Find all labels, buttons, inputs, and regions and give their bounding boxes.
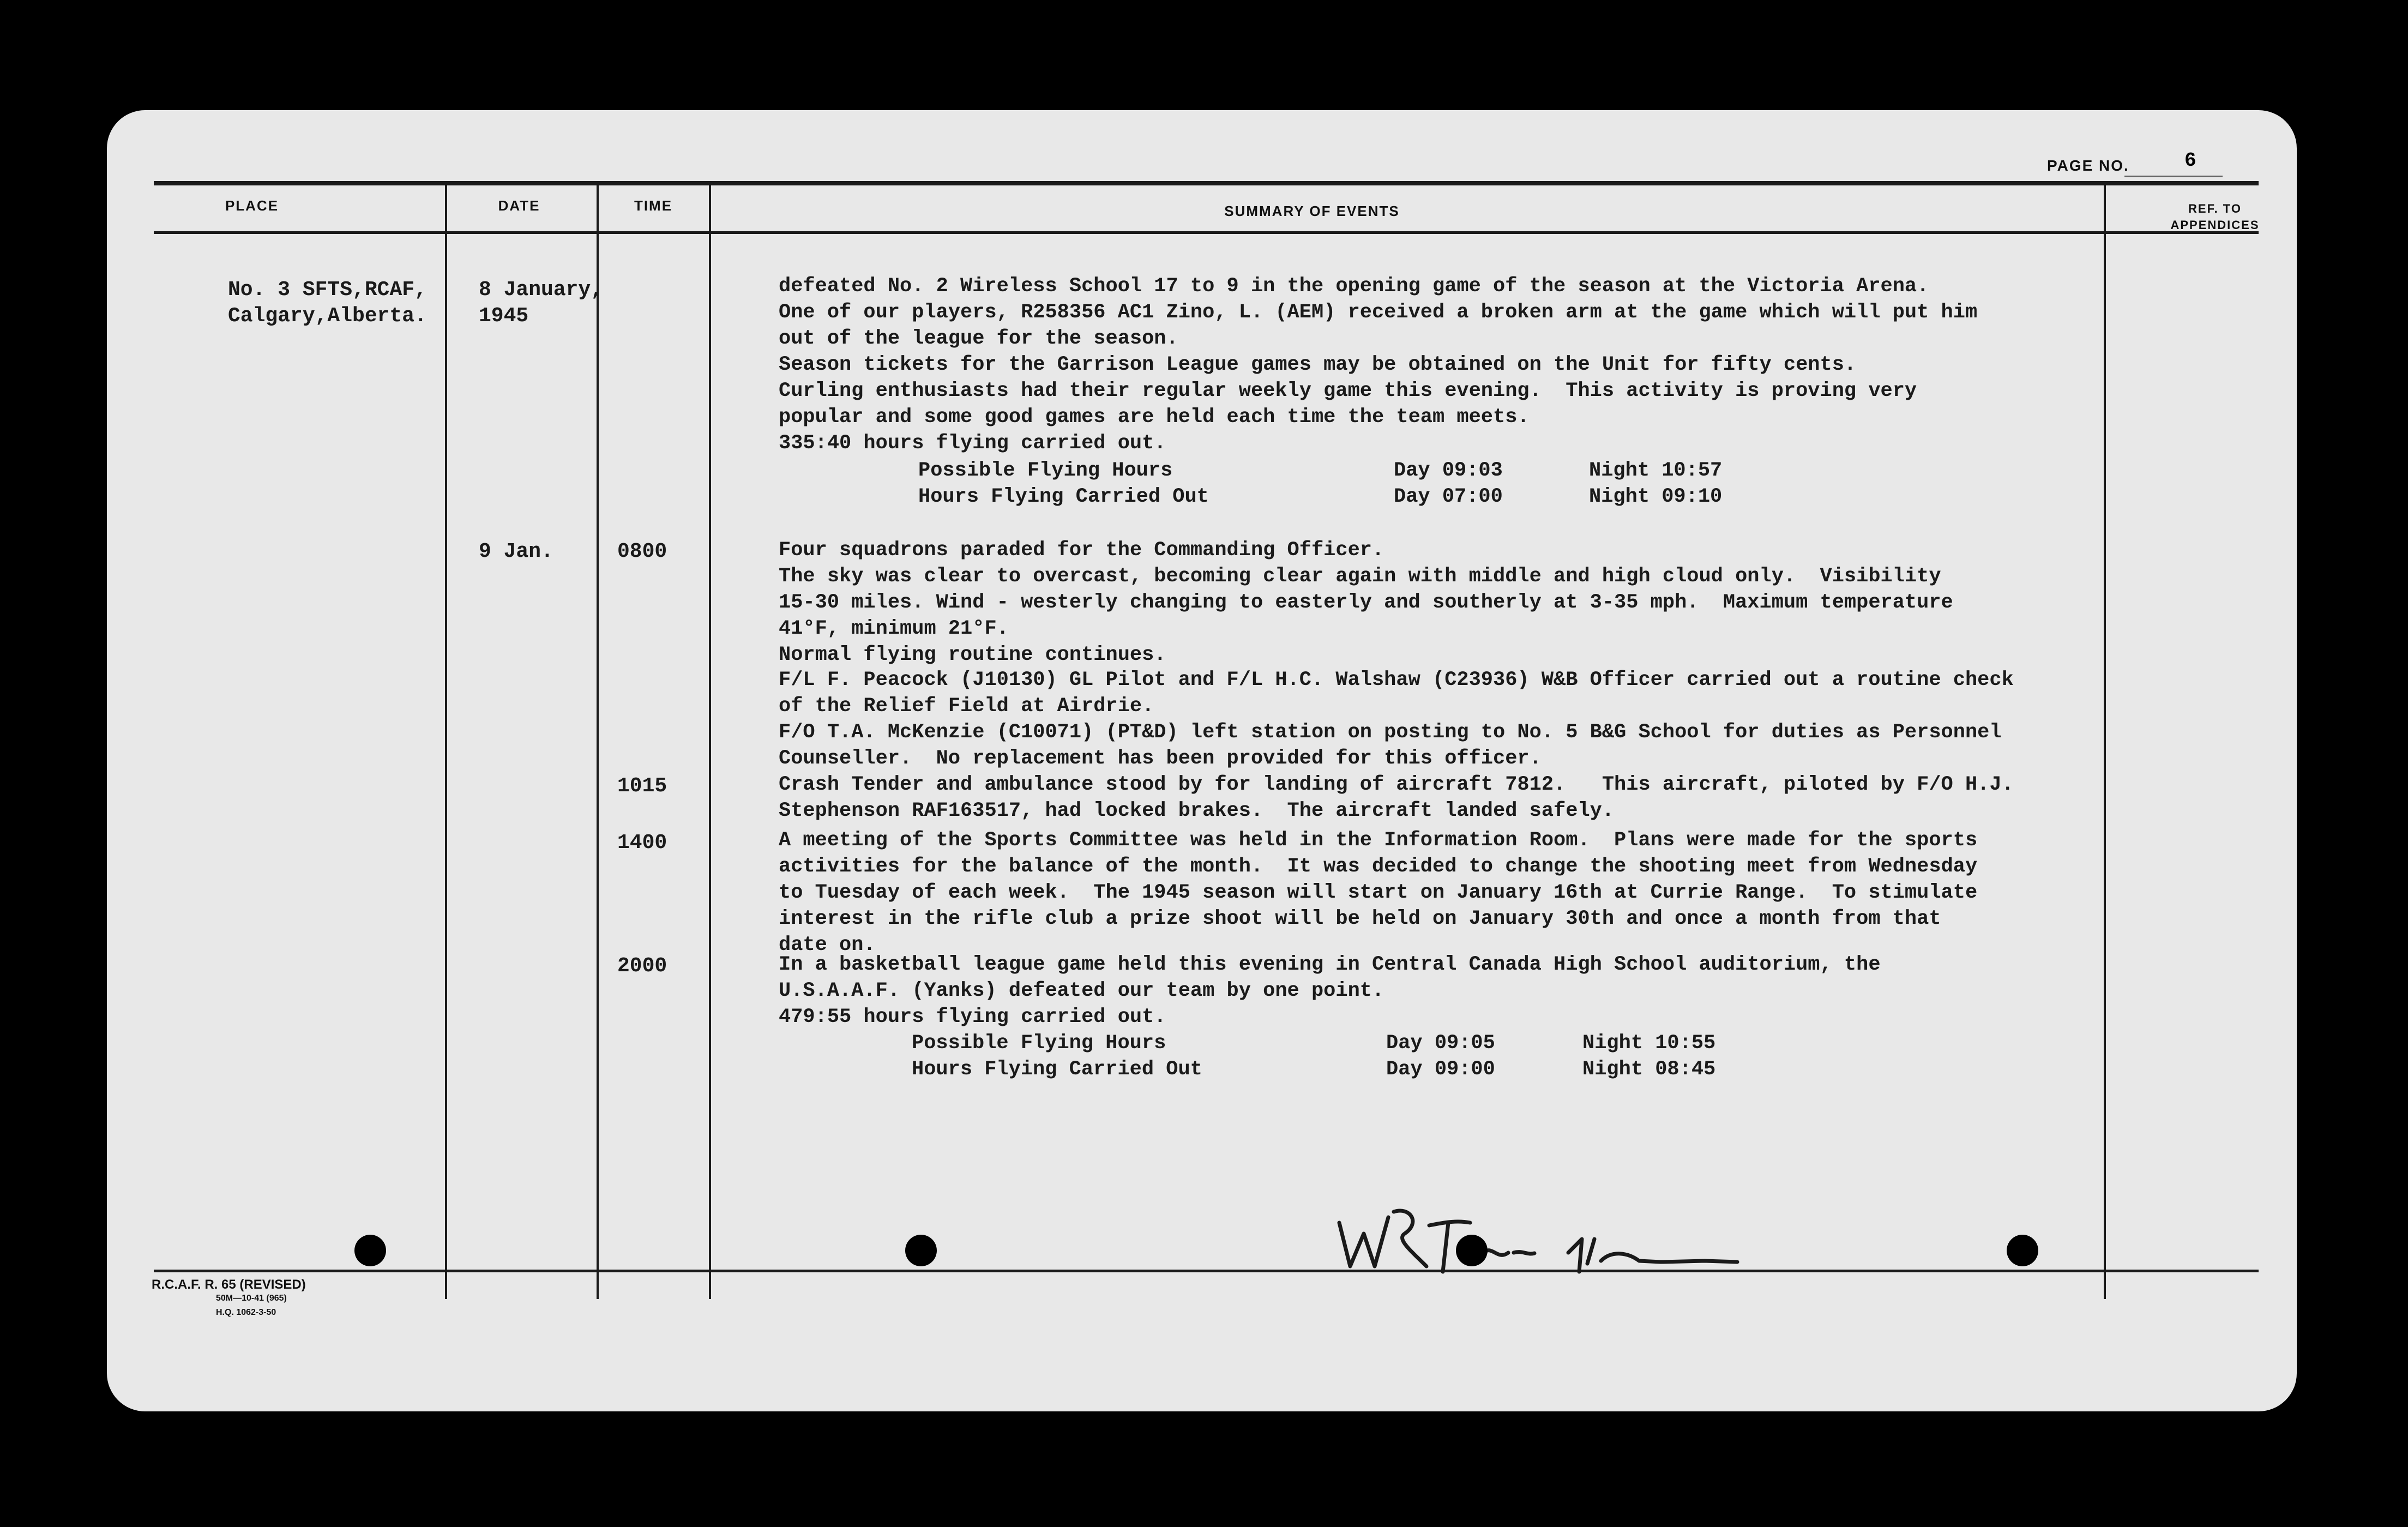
entry2-line: activities for the balance of the month. It was decided to change the shooting meet from Wednesday xyxy=(779,855,1978,878)
entry2-carried-day: Day 09:00 xyxy=(1386,1058,1495,1081)
page-number-label: PAGE NO. xyxy=(2047,157,2129,174)
place-line1: No. 3 SFTS,RCAF, xyxy=(228,278,427,302)
entry2-line: Four squadrons paraded for the Commanding Officer. xyxy=(779,539,1384,562)
date-entry2: 9 Jan. xyxy=(479,540,553,563)
binder-hole xyxy=(2007,1235,2038,1266)
column-header-place: PLACE xyxy=(225,197,279,214)
column-header-summary: SUMMARY OF EVENTS xyxy=(1224,203,1400,219)
entry2-line: date on. xyxy=(779,934,876,957)
column-rule-time-summary xyxy=(709,184,711,1299)
entry1-line: One of our players, R258356 AC1 Zino, L. (AEM) received a broken arm at the game which will put him xyxy=(779,301,1978,324)
entry1-line: popular and some good games are held each time the team meets. xyxy=(779,406,1530,429)
entry2-line: 479:55 hours flying carried out. xyxy=(779,1006,1166,1029)
entry2-line: In a basketball league game held this evening in Central Canada High School auditorium, the xyxy=(779,953,1881,976)
column-header-time: TIME xyxy=(634,197,673,214)
time-1015: 1015 xyxy=(617,774,667,798)
entry1-line: Curling enthusiasts had their regular weekly game this evening. This activity is proving very xyxy=(779,380,1917,402)
entry2-line: of the Relief Field at Airdrie. xyxy=(779,695,1154,718)
column-header-ref-line2: APPENDICES xyxy=(2170,218,2260,232)
entry2-line: 41°F, minimum 21°F. xyxy=(779,617,1009,640)
entry2-carried-label: Hours Flying Carried Out xyxy=(912,1058,1202,1081)
entry2-line: Stephenson RAF163517, had locked brakes. The aircraft landed safely. xyxy=(779,799,1615,822)
page-number-underline xyxy=(2124,176,2223,177)
header-top-rule xyxy=(154,181,2259,185)
entry1-carried-night: Night 09:10 xyxy=(1589,485,1723,508)
footer-rule xyxy=(154,1270,2259,1272)
binder-hole xyxy=(354,1235,386,1266)
entry2-line: U.S.A.A.F. (Yanks) defeated our team by one point. xyxy=(779,979,1384,1002)
entry2-line: Crash Tender and ambulance stood by for landing of aircraft 7812. This aircraft, piloted by F/O H.J. xyxy=(779,773,2014,796)
entry2-line: to Tuesday of each week. The 1945 season will start on January 16th at Currie Range. To stimulate xyxy=(779,881,1978,904)
entry2-line: Counseller. No replacement has been provided for this officer. xyxy=(779,747,1542,770)
column-rule-summary-ref xyxy=(2104,184,2106,1299)
entry1-possible-night: Night 10:57 xyxy=(1589,459,1723,482)
time-0800: 0800 xyxy=(617,540,667,563)
entry1-carried-day: Day 07:00 xyxy=(1394,485,1503,508)
signature xyxy=(1334,1201,1781,1299)
date-entry1-line2: 1945 xyxy=(479,304,529,328)
time-1400: 1400 xyxy=(617,831,667,855)
entry1-line: Season tickets for the Garrison League games may be obtained on the Unit for fifty cents. xyxy=(779,353,1857,376)
binder-hole xyxy=(905,1235,937,1266)
entry2-line: Normal flying routine continues. xyxy=(779,644,1166,666)
entry2-line: The sky was clear to overcast, becoming clear again with middle and high cloud only. Visibility xyxy=(779,565,1941,588)
document-card xyxy=(107,110,2297,1411)
entry2-possible-night: Night 10:55 xyxy=(1582,1032,1716,1055)
column-header-ref-line1: REF. TO xyxy=(2188,202,2242,215)
entry2-possible-label: Possible Flying Hours xyxy=(912,1032,1166,1055)
entry1-line: 335:40 hours flying carried out. xyxy=(779,432,1166,455)
page-number-value: 6 xyxy=(2184,149,2196,172)
header-bottom-rule xyxy=(154,231,2259,234)
form-ref-line2: 50M—10-41 (965) xyxy=(216,1294,287,1303)
binder-hole xyxy=(1456,1235,1488,1266)
entry2-line: F/L F. Peacock (J10130) GL Pilot and F/L H.C. Walshaw (C23936) W&B Officer carried out a routine check xyxy=(779,669,2014,692)
form-ref-line1: R.C.A.F. R. 65 (REVISED) xyxy=(152,1277,306,1292)
entry2-carried-night: Night 08:45 xyxy=(1582,1058,1716,1081)
entry2-line: F/O T.A. McKenzie (C10071) (PT&D) left station on posting to No. 5 B&G School for duties as Personnel xyxy=(779,721,2002,744)
column-header-date: DATE xyxy=(498,197,540,214)
column-rule-date-time xyxy=(597,184,599,1299)
entry2-line: 15-30 miles. Wind - westerly changing to easterly and southerly at 3-35 mph. Maximum temperature xyxy=(779,591,1953,614)
date-entry1-line1: 8 January, xyxy=(479,278,604,302)
place-line2: Calgary,Alberta. xyxy=(228,304,427,328)
entry1-carried-label: Hours Flying Carried Out xyxy=(918,485,1209,508)
signature-text: W.R. Irwin xyxy=(1334,1297,1339,1298)
entry2-possible-day: Day 09:05 xyxy=(1386,1032,1495,1055)
entry1-line: defeated No. 2 Wireless School 17 to 9 in the opening game of the season at the Victoria Arena. xyxy=(779,275,1929,298)
entry1-possible-day: Day 09:03 xyxy=(1394,459,1503,482)
time-2000: 2000 xyxy=(617,954,667,978)
entry2-line: A meeting of the Sports Committee was held in the Information Room. Plans were made for the sports xyxy=(779,829,1978,852)
column-rule-place-date xyxy=(445,184,447,1299)
entry1-possible-label: Possible Flying Hours xyxy=(918,459,1173,482)
entry2-line: interest in the rifle club a prize shoot will be held on January 30th and once a month from that xyxy=(779,907,1941,930)
entry1-line: out of the league for the season. xyxy=(779,327,1178,350)
form-ref-line3: H.Q. 1062-3-50 xyxy=(216,1308,276,1317)
